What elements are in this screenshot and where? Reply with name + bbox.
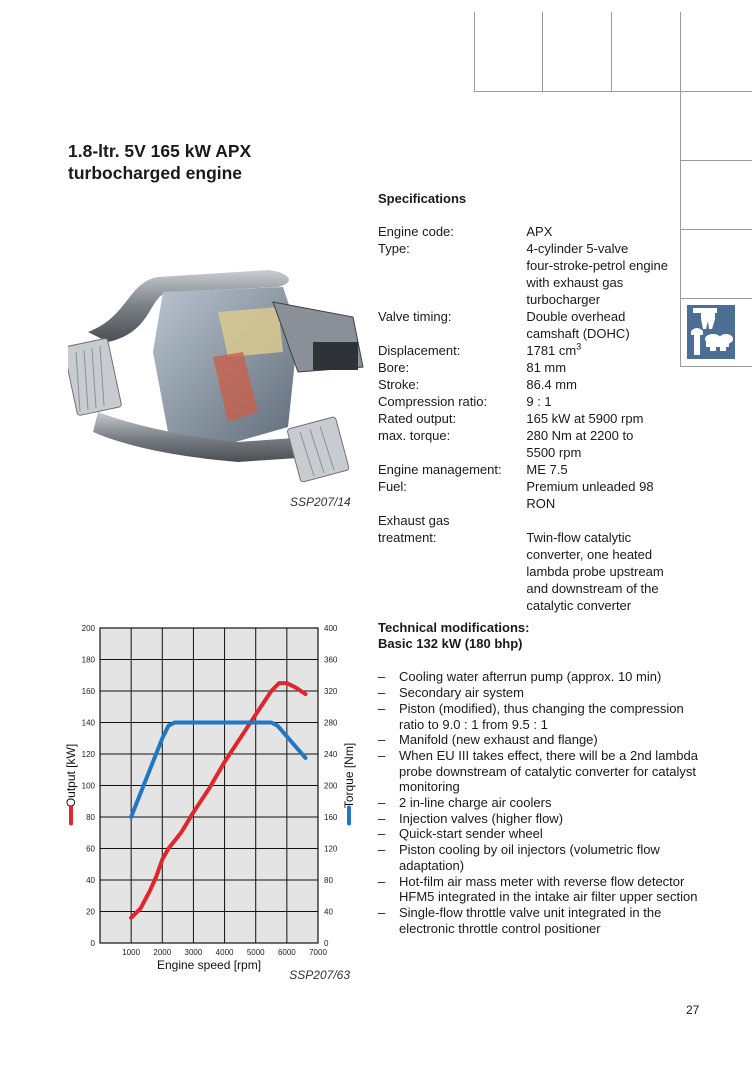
spec-label: max. torque: [378,428,451,443]
spec-value: Premium unleaded 98 RON [526,479,654,511]
x-axis-label: Engine speed [rpm] [156,958,262,972]
chart-svg [55,618,365,983]
engine-image-caption: SSP207/14 [290,495,351,509]
spec-value: 165 kW at 5900 rpm [526,411,644,426]
y2-tick-label: 400 [324,624,338,633]
modification-text: Cooling water afterrun pump (approx. 10 min) [399,669,662,685]
modification-item [378,905,698,936]
modification-text: Piston (modified), thus changing the compression ratio to 9.0 : 1 from 9.5 : 1 [399,700,684,732]
modification-text: Secondary air system [399,685,524,701]
spec-label: Exhaust gas treatment: [378,513,450,545]
y-tick-label: 180 [81,655,95,665]
y2-tick-label: 320 [324,687,338,696]
tab-grid-line [611,12,612,91]
modification-item [378,795,698,811]
spec-label: Type: [378,241,410,256]
y2-tick-label: 360 [324,655,338,665]
spec-value: 280 Nm at 2200 to 5500 rpm [526,428,634,460]
tab-grid-line [680,12,681,367]
spec-row [378,393,675,410]
modification-item [378,701,698,732]
spec-value: 1781 $cm^3$ [526,341,582,358]
spec-label: Bore: [378,360,410,375]
modification-text: Manifold (new exhaust and flange) [399,732,598,748]
y2-axis-label: Torque [Nm] [342,742,356,809]
y-tick-label: 80 [86,813,95,822]
spec-row [378,478,675,512]
spec-label: Engine code: [378,224,454,239]
list-dash: – [378,795,386,811]
modification-text: Hot-film air mass meter with reverse flow detector HFM5 integrated in the intake air filter upper section [399,873,698,905]
list-dash: – [378,842,386,858]
y-tick-label: 60 [86,844,95,854]
modification-item [378,874,698,905]
spec-value: Double overhead camshaft (DOHC) [526,309,630,341]
specifications-section [378,190,675,614]
spec-value: Twin-flow catalytic converter, one heated lambda probe upstream and downstream of the catalytic converter [526,530,664,613]
modifications-list [378,669,698,936]
engine-image [68,262,368,482]
y2-tick-label: 200 [324,781,338,791]
tab-grid-line [474,12,475,91]
x-tick-label: 2000 [153,948,172,957]
y2-tick-label: 240 [324,750,338,759]
page-number: 27 [686,1003,700,1017]
x-tick-label: 6000 [277,948,296,957]
tab-grid-line [680,366,752,367]
spec-label: Displacement: [378,343,461,358]
y-tick-label: 100 [81,781,95,791]
spec-value: ME 7.5 [526,462,568,477]
spec-row [378,410,675,427]
spec-label: Engine management: [378,462,502,477]
y-tick-label: 0 [90,939,95,948]
spec-value: 9 : 1 [526,394,552,409]
modification-text: When EU III takes effect, there will be a 2nd lambda probe downstream of catalytic converter for catalyst monitoring [399,747,698,795]
list-dash: – [378,685,386,701]
modification-text: Single-flow throttle valve unit integrated in the electronic throttle control positioner [399,904,662,936]
list-dash: – [378,732,386,748]
page-title [68,140,251,184]
spec-label: Valve timing: [378,309,452,324]
modifications-heading: Technical modifications: [378,620,530,635]
page-title-line1: 1.8-ltr. 5V 165 kW APX [68,141,252,161]
modification-text: Piston cooling by oil injectors (volumetric flow adaptation) [399,842,660,873]
y2-tick-label: 120 [324,844,338,854]
list-dash: – [378,810,386,826]
modifications-section [378,620,698,936]
tab-grid-line [542,12,543,91]
spec-row [378,342,675,359]
list-dash: – [378,873,386,889]
spec-value: APX [526,224,553,239]
tab-grid-line [474,91,752,92]
spec-label: Rated output: [378,411,457,426]
modifications-subheading: Basic 132 kW (180 bhp) [378,635,523,651]
modification-text: Injection valves (higher flow) [399,810,564,826]
page-title-line2: turbocharged engine [68,163,243,183]
list-dash: – [378,700,386,716]
modification-text: Quick-start sender wheel [399,826,543,842]
y-tick-label: 160 [81,687,95,696]
y-tick-label: 140 [81,718,95,728]
tab-grid-line [680,229,752,230]
tab-grid-line [680,298,752,299]
y-tick-label: 120 [81,750,95,759]
list-dash: – [378,826,386,842]
spec-value: 4-cylinder 5-valve four-stroke-petrol engine with exhaust gas turbocharger [526,241,668,307]
y-tick-label: 20 [86,907,95,917]
modification-item [378,732,698,748]
modification-item [378,748,698,795]
y2-tick-label: 0 [324,939,329,948]
engine-components-icon[interactable] [687,305,735,359]
list-dash: – [378,747,386,763]
x-tick-label: 3000 [184,948,203,957]
spec-row [378,427,675,461]
modification-item [378,669,698,685]
modification-item [378,842,698,873]
list-dash: – [378,669,386,685]
spec-row [378,308,675,342]
spec-label: Compression ratio: [378,394,488,409]
y-tick-label: 40 [86,876,95,885]
x-tick-label: 7000 [309,948,327,957]
y-tick-label: 200 [81,624,95,633]
list-dash: – [378,904,386,920]
specifications-heading: Specifications [378,191,467,206]
y2-tick-label: 80 [324,876,333,885]
x-tick-label: 1000 [122,948,141,957]
power-torque-chart [55,618,365,983]
spec-value: 86.4 mm [526,377,577,392]
x-tick-label: 5000 [246,948,265,957]
tab-grid-line [680,160,752,161]
specifications-table [378,223,675,614]
y2-tick-label: 280 [324,718,338,728]
spec-row [378,223,675,240]
spec-row [378,512,675,614]
spec-label: Stroke: [378,377,420,392]
spec-row [378,359,675,376]
x-tick-label: 4000 [215,948,234,957]
modification-item [378,685,698,701]
spec-row [378,240,675,308]
modification-item [378,811,698,827]
spec-row [378,376,675,393]
spec-label: Fuel: [378,479,407,494]
y2-tick-label: 40 [324,907,333,917]
chart-caption: SSP207/63 [289,968,350,982]
spec-row [378,461,675,478]
modification-item [378,826,698,842]
spec-value-superscript: 3 [576,341,582,352]
y2-tick-label: 160 [324,813,338,822]
y-axis-label: Output [kW] [64,743,78,808]
spec-value: 81 mm [526,360,567,375]
modification-text: 2 in-line charge air coolers [399,795,552,811]
